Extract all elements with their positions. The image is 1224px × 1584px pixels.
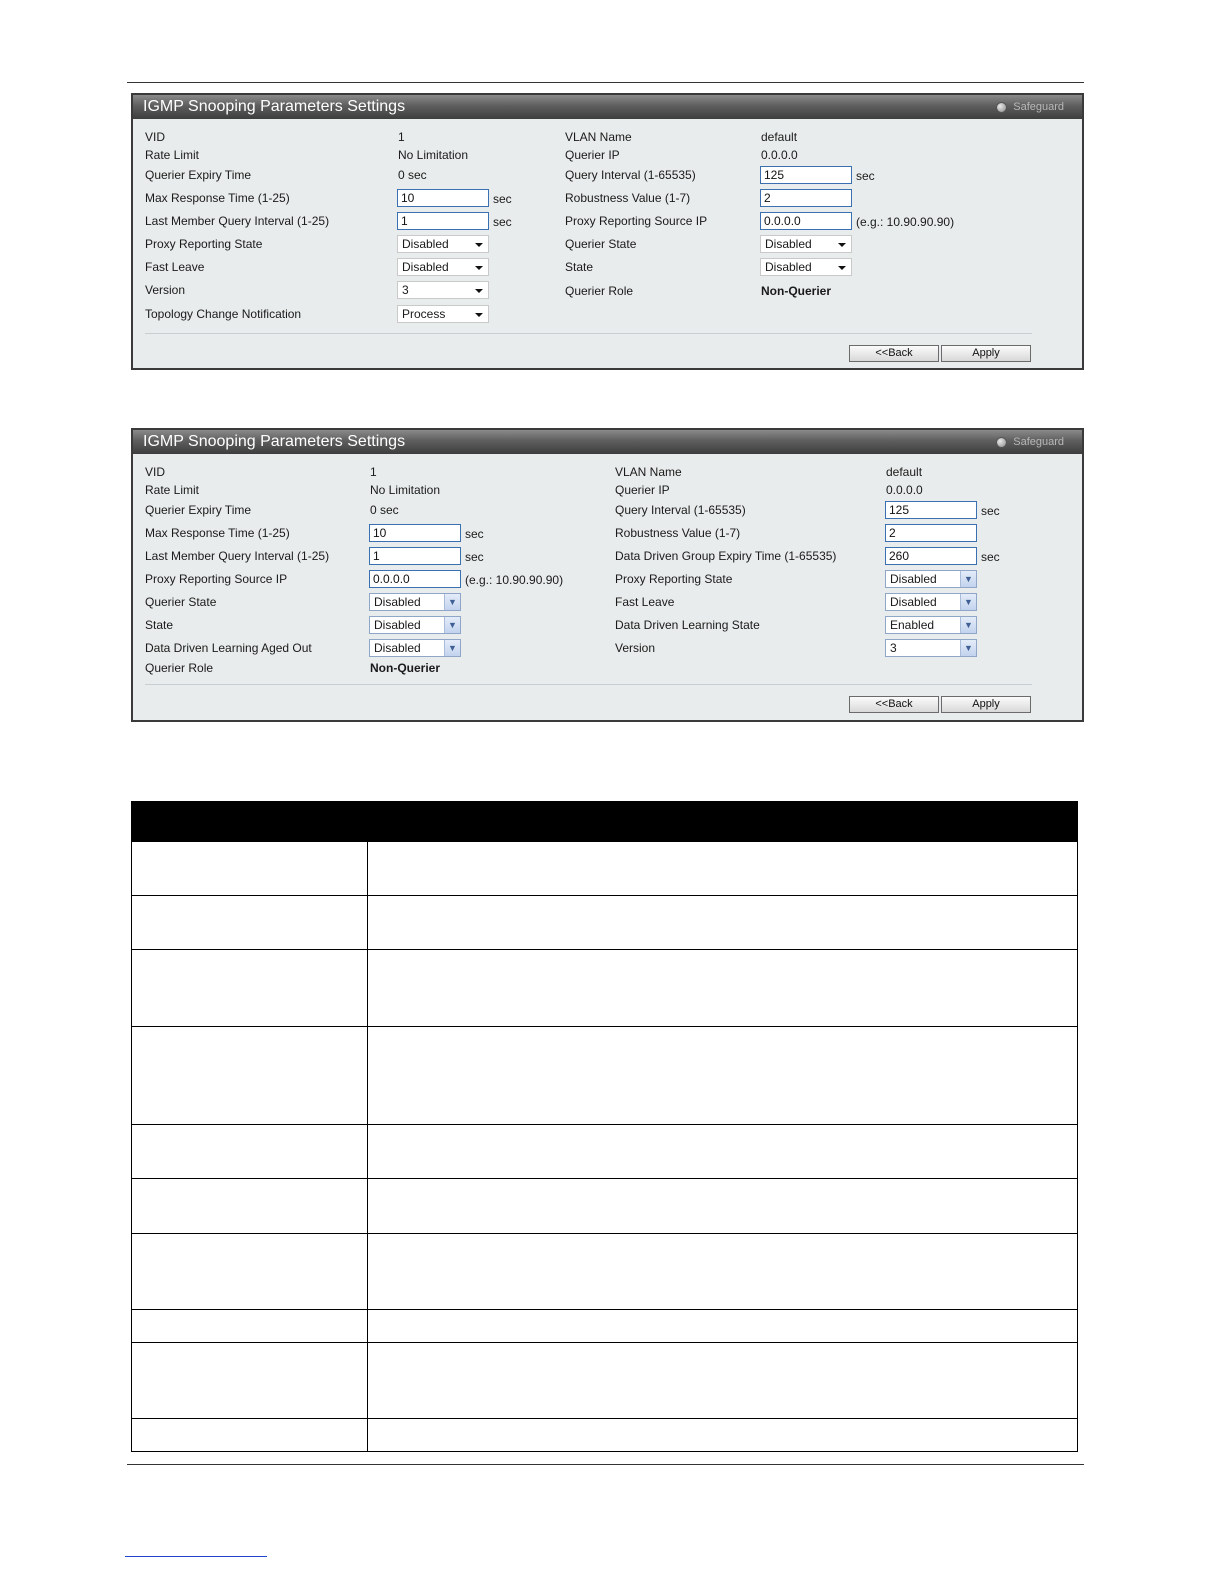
vid-label: VID [145,465,166,479]
max-response-label: Max Response Time (1-25) [145,526,290,540]
version-selected: 3 [402,283,409,297]
fast-leave-selected: Disabled [402,260,449,274]
query-interval-unit: sec [981,504,1000,518]
apply-button[interactable]: Apply [941,696,1031,713]
table-row [132,896,1078,950]
max-response-input[interactable] [369,524,461,542]
query-interval-label: Query Interval (1-65535) [565,168,696,182]
chevron-down-icon: ▼ [960,571,976,587]
querier-role-value: Non-Querier [370,661,441,675]
table-row [132,1310,1078,1343]
chevron-down-icon [838,243,846,247]
table-row [132,842,1078,896]
robustness-input[interactable] [885,524,977,542]
last-member-unit: sec [493,215,512,229]
querier-state-label: Querier State [565,237,637,251]
safeguard-status-icon [996,437,1007,448]
last-member-input[interactable] [369,547,461,565]
vid-label: VID [145,130,166,144]
robustness-input[interactable] [760,189,852,207]
chevron-down-icon [838,266,846,270]
last-member-input[interactable] [397,212,489,230]
panel-header [133,430,1082,454]
vlan-name-label: VLAN Name [565,130,632,144]
igmp-settings-panel-2 [131,428,1084,722]
panel-header [133,95,1082,119]
vid-value: 1 [370,465,377,479]
proxy-source-label: Proxy Reporting Source IP [145,572,288,586]
table-row [132,1125,1078,1179]
proxy-state-label: Proxy Reporting State [615,572,733,586]
version-select[interactable] [397,281,489,299]
table-cell [368,1179,1078,1234]
vlan-name-value: default [886,465,923,479]
table-row [132,1234,1078,1310]
table-cell [132,842,368,896]
max-response-input[interactable] [397,189,489,207]
safeguard-status-icon [996,102,1007,113]
chevron-down-icon [475,313,483,317]
table-row [132,1419,1078,1452]
state-label: State [145,618,174,632]
back-button[interactable]: <<Back [849,345,939,362]
querier-role-label: Querier Role [145,661,214,675]
querier-ip-value: 0.0.0.0 [886,483,923,497]
back-button[interactable]: <<Back [849,696,939,713]
proxy-state-selected: Disabled [402,237,449,251]
chevron-down-icon [475,266,483,270]
fast-leave-selected: Disabled [890,595,937,609]
table-cell [132,1179,368,1234]
query-interval-input[interactable] [760,166,852,184]
chevron-down-icon: ▼ [960,617,976,633]
table-cell [132,950,368,1027]
table-cell [368,842,1078,896]
fast-leave-label: Fast Leave [615,595,675,609]
version-selected: 3 [890,641,897,655]
topology-label: Topology Change Notification [145,307,302,321]
query-interval-label: Query Interval (1-65535) [615,503,746,517]
table-cell [368,1234,1078,1310]
table-header-cell [368,802,1078,842]
dd-expiry-label: Data Driven Group Expiry Time (1-65535) [615,549,837,563]
table-cell [368,1310,1078,1343]
querier-ip-label: Querier IP [565,148,620,162]
chevron-down-icon: ▼ [960,640,976,656]
table-cell [132,1027,368,1125]
dd-aged-out-select[interactable] [369,639,461,657]
table-cell [368,1343,1078,1419]
safeguard-label: Safeguard [1013,101,1064,113]
chevron-down-icon: ▼ [444,640,460,656]
topology-select[interactable] [397,305,489,323]
fast-leave-select[interactable] [397,258,489,276]
dd-learning-label: Data Driven Learning State [615,618,760,632]
table-cell [368,1125,1078,1179]
rate-limit-label: Rate Limit [145,148,200,162]
panel-separator [145,684,1032,685]
proxy-state-select[interactable] [885,570,977,588]
querier-expiry-value: 0 sec [398,168,427,182]
panel-separator [145,333,1032,334]
querier-expiry-label: Querier Expiry Time [145,168,252,182]
querier-state-select[interactable] [369,593,461,611]
last-member-label: Last Member Query Interval (1-25) [145,214,330,228]
table-header-cell [132,802,368,842]
max-response-label: Max Response Time (1-25) [145,191,290,205]
table-row [132,950,1078,1027]
panel-title: IGMP Snooping Parameters Settings [143,433,406,450]
table-cell [368,896,1078,950]
state-label: State [565,260,594,274]
table-cell [132,1343,368,1419]
chevron-down-icon [475,289,483,293]
proxy-state-select[interactable] [397,235,489,253]
robustness-label: Robustness Value (1-7) [615,526,741,540]
version-label: Version [615,641,656,655]
state-selected: Disabled [374,618,421,632]
querier-state-label: Querier State [145,595,217,609]
table-cell [132,896,368,950]
querier-role-label: Querier Role [565,284,634,298]
proxy-source-input[interactable] [369,570,461,588]
fast-leave-select[interactable] [885,593,977,611]
querier-expiry-label: Querier Expiry Time [145,503,252,517]
proxy-source-hint: (e.g.: 10.90.90.90) [465,573,564,587]
rate-limit-value: No Limitation [398,148,469,162]
table-cell [132,1234,368,1310]
querier-ip-value: 0.0.0.0 [761,148,798,162]
query-interval-input[interactable] [885,501,977,519]
rate-limit-value: No Limitation [370,483,441,497]
table-row [132,1343,1078,1419]
robustness-label: Robustness Value (1-7) [565,191,691,205]
table-header-row [132,802,1078,842]
proxy-state-label: Proxy Reporting State [145,237,263,251]
table-cell [368,1419,1078,1452]
state-select[interactable] [760,258,852,276]
table-cell [132,1125,368,1179]
safeguard-indicator [996,95,1064,119]
topology-selected: Process [402,307,446,321]
proxy-source-hint: (e.g.: 10.90.90.90) [856,215,955,229]
dd-learning-select[interactable] [885,616,977,634]
table-row [132,1027,1078,1125]
chevron-down-icon [475,243,483,247]
last-member-label: Last Member Query Interval (1-25) [145,549,330,563]
safeguard-indicator [996,430,1064,454]
querier-state-selected: Disabled [374,595,421,609]
igmp-settings-panel-1 [131,93,1084,370]
chevron-down-icon: ▼ [444,617,460,633]
max-response-unit: sec [493,192,512,206]
state-select[interactable] [369,616,461,634]
querier-expiry-value: 0 sec [370,503,399,517]
vlan-name-value: default [761,130,798,144]
bottom-rule [127,1464,1084,1465]
querier-state-selected: Disabled [765,237,812,251]
parameter-description-table [131,801,1078,1452]
version-label: Version [145,283,186,297]
table-row [132,1179,1078,1234]
apply-button[interactable]: Apply [941,345,1031,362]
querier-state-select[interactable] [760,235,852,253]
table-cell [368,1027,1078,1125]
proxy-source-input[interactable] [760,212,852,230]
safeguard-label: Safeguard [1013,436,1064,448]
max-response-unit: sec [465,527,484,541]
querier-ip-label: Querier IP [615,483,670,497]
last-member-unit: sec [465,550,484,564]
table-cell [368,950,1078,1027]
top-rule [127,82,1084,83]
chevron-down-icon: ▼ [960,594,976,610]
vlan-name-label: VLAN Name [615,465,682,479]
chevron-down-icon: ▼ [444,594,460,610]
dd-aged-out-label: Data Driven Learning Aged Out [145,641,312,655]
dd-expiry-unit: sec [981,550,1000,564]
version-select[interactable] [885,639,977,657]
table-cell [132,1310,368,1343]
table-cell [132,1419,368,1452]
dd-learning-selected: Enabled [890,618,935,632]
dd-aged-out-selected: Disabled [374,641,421,655]
querier-role-value: Non-Querier [761,284,832,298]
proxy-state-selected: Disabled [890,572,937,586]
query-interval-unit: sec [856,169,875,183]
footer-link-underline[interactable] [125,1556,267,1557]
state-selected: Disabled [765,260,812,274]
fast-leave-label: Fast Leave [145,260,205,274]
dd-expiry-input[interactable] [885,547,977,565]
proxy-source-label: Proxy Reporting Source IP [565,214,708,228]
vid-value: 1 [398,130,405,144]
panel-title: IGMP Snooping Parameters Settings [143,98,406,115]
rate-limit-label: Rate Limit [145,483,200,497]
